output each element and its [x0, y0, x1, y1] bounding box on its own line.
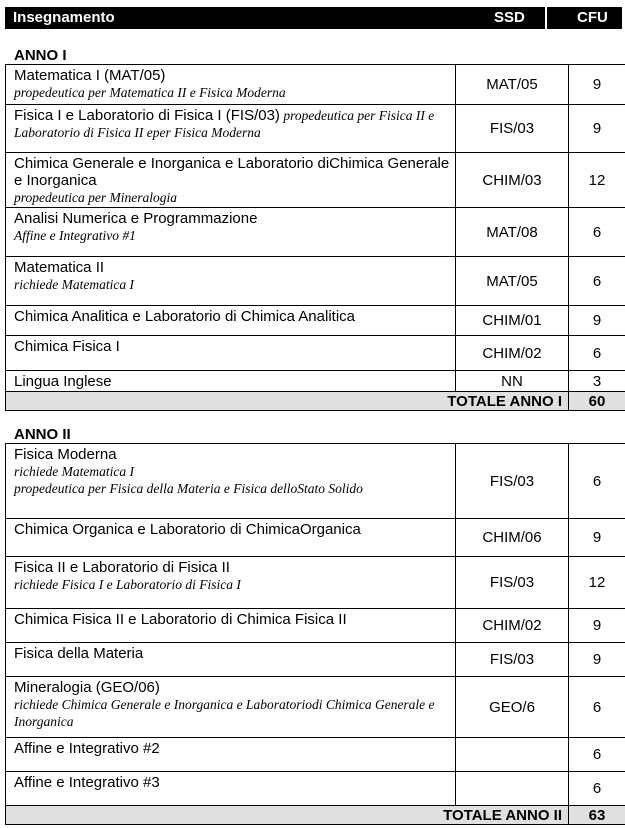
ssd-cell: CHIM/02 — [456, 336, 569, 371]
table-row — [6, 208, 625, 257]
course-note: richiede Chimica Generale e Inorganica e Laboratoriodi Chimica Generale e Inorganica — [14, 697, 435, 729]
course-cell — [6, 153, 456, 208]
course-name-text: Matematica I (MAT/05) — [14, 67, 166, 84]
cfu-cell: 9 — [569, 609, 625, 643]
header-cfu: CFU — [577, 9, 608, 26]
course-note: propedeutica per Matematica II e Fisica Moderna — [14, 85, 286, 100]
table-row — [6, 336, 625, 371]
ssd-cell — [456, 738, 569, 772]
table-row — [6, 643, 625, 677]
ssd-cell: CHIM/03 — [456, 153, 569, 208]
course-note: richiede Fisica I e Laboratorio di Fisica I — [14, 577, 241, 592]
course-name — [14, 338, 451, 355]
course-note: Affine e Integrativo #1 — [14, 228, 136, 243]
course-name-text: Affine e Integrativo #3 — [14, 774, 160, 791]
course-name-text: Affine e Integrativo #2 — [14, 740, 160, 757]
course-name — [14, 210, 451, 227]
ssd-cell — [456, 772, 569, 806]
anno-1-table — [5, 64, 625, 411]
table-row — [6, 371, 625, 392]
course-cell — [6, 444, 456, 519]
ssd-cell: MAT/05 — [456, 65, 569, 105]
course-cell — [6, 677, 456, 738]
table-row — [6, 519, 625, 557]
course-note: propedeutica per Mineralogia — [14, 190, 177, 205]
total-label: TOTALE ANNO II — [6, 806, 569, 825]
table-row — [6, 557, 625, 609]
course-name — [14, 611, 451, 628]
course-cell — [6, 738, 456, 772]
ssd-cell: FIS/03 — [456, 557, 569, 609]
cfu-cell: 9 — [569, 65, 625, 105]
cfu-cell: 6 — [569, 772, 625, 806]
cfu-cell: 6 — [569, 336, 625, 371]
table-row — [6, 65, 625, 105]
course-name-text: Fisica I e Laboratorio di Fisica I (FIS/03) — [14, 107, 280, 124]
table-header — [5, 7, 622, 29]
course-name — [14, 740, 451, 757]
table-row — [6, 609, 625, 643]
cfu-cell: 9 — [569, 643, 625, 677]
total-value: 63 — [569, 806, 625, 825]
table-row — [6, 306, 625, 336]
ssd-cell: MAT/05 — [456, 257, 569, 306]
total-value: 60 — [569, 392, 625, 411]
course-name — [14, 373, 451, 390]
cfu-cell: 9 — [569, 519, 625, 557]
course-inline-note: propedeutica per Fisica II e Laboratorio di Fisica II eper Fisica Moderna — [14, 108, 435, 140]
course-cell — [6, 306, 456, 336]
cfu-cell: 6 — [569, 444, 625, 519]
ssd-cell: MAT/08 — [456, 208, 569, 257]
cfu-cell: 6 — [569, 677, 625, 738]
ssd-cell: GEO/6 — [456, 677, 569, 738]
course-name-text: Matematica II — [14, 259, 105, 276]
cfu-cell: 6 — [569, 257, 625, 306]
table-row — [6, 257, 625, 306]
course-cell — [6, 609, 456, 643]
anno-1-title: ANNO I — [14, 47, 67, 64]
course-name-text: Mineralogia (GEO/06) — [14, 679, 160, 696]
course-cell — [6, 557, 456, 609]
cfu-cell: 6 — [569, 738, 625, 772]
ssd-cell: FIS/03 — [456, 105, 569, 153]
course-name-text: Chimica Fisica II e Laboratorio di Chimica Fisica II — [14, 611, 347, 628]
header-insegnamento: Insegnamento — [13, 9, 115, 26]
table-row — [6, 105, 625, 153]
table-row — [6, 444, 625, 519]
ssd-cell: CHIM/06 — [456, 519, 569, 557]
cfu-cell: 3 — [569, 371, 625, 392]
ssd-cell: NN — [456, 371, 569, 392]
course-name-text: Chimica Generale e Inorganica e Laboratorio diChimica Generale e Inorganica — [14, 155, 450, 189]
course-cell — [6, 336, 456, 371]
anno-2-table — [5, 443, 625, 825]
course-name — [14, 679, 451, 696]
course-note: richiede Matematica I — [14, 277, 134, 292]
course-name-text: Chimica Organica e Laboratorio di ChimicaOrganica — [14, 521, 361, 538]
anno-2-title: ANNO II — [14, 426, 71, 443]
course-name — [14, 155, 451, 189]
course-name-text: Fisica Moderna — [14, 446, 117, 463]
course-name-text: Chimica Fisica I — [14, 338, 120, 355]
header-ssd: SSD — [494, 9, 525, 26]
table-row — [6, 772, 625, 806]
total-row — [6, 806, 625, 825]
cfu-cell: 9 — [569, 306, 625, 336]
course-name — [14, 521, 451, 538]
total-row — [6, 392, 625, 411]
course-name — [14, 559, 451, 576]
course-name-text: Fisica II e Laboratorio di Fisica II — [14, 559, 230, 576]
cfu-cell: 6 — [569, 208, 625, 257]
course-name — [14, 446, 451, 463]
table-row — [6, 738, 625, 772]
course-note: propedeutica per Fisica della Materia e Fisica delloStato Solido — [14, 481, 363, 496]
course-name-text: Fisica della Materia — [14, 645, 144, 662]
ssd-cell: FIS/03 — [456, 444, 569, 519]
course-cell — [6, 208, 456, 257]
course-cell — [6, 643, 456, 677]
course-name — [14, 308, 451, 325]
course-name — [14, 645, 451, 662]
course-name — [14, 107, 451, 141]
table-row — [6, 153, 625, 208]
course-name — [14, 67, 451, 84]
ssd-cell: FIS/03 — [456, 643, 569, 677]
course-cell — [6, 257, 456, 306]
course-name — [14, 774, 451, 791]
course-note: richiede Matematica I — [14, 464, 134, 479]
course-cell — [6, 371, 456, 392]
header-separator — [545, 7, 547, 29]
course-name-text: Analisi Numerica e Programmazione — [14, 210, 258, 227]
course-cell — [6, 772, 456, 806]
course-name-text: Lingua Inglese — [14, 373, 112, 390]
course-name — [14, 259, 451, 276]
cfu-cell: 12 — [569, 557, 625, 609]
ssd-cell: CHIM/01 — [456, 306, 569, 336]
table-row — [6, 677, 625, 738]
course-cell — [6, 519, 456, 557]
ssd-cell: CHIM/02 — [456, 609, 569, 643]
cfu-cell: 9 — [569, 105, 625, 153]
course-name-text: Chimica Analitica e Laboratorio di Chimica Analitica — [14, 308, 356, 325]
cfu-cell: 12 — [569, 153, 625, 208]
total-label: TOTALE ANNO I — [6, 392, 569, 411]
course-cell — [6, 65, 456, 105]
course-cell — [6, 105, 456, 153]
